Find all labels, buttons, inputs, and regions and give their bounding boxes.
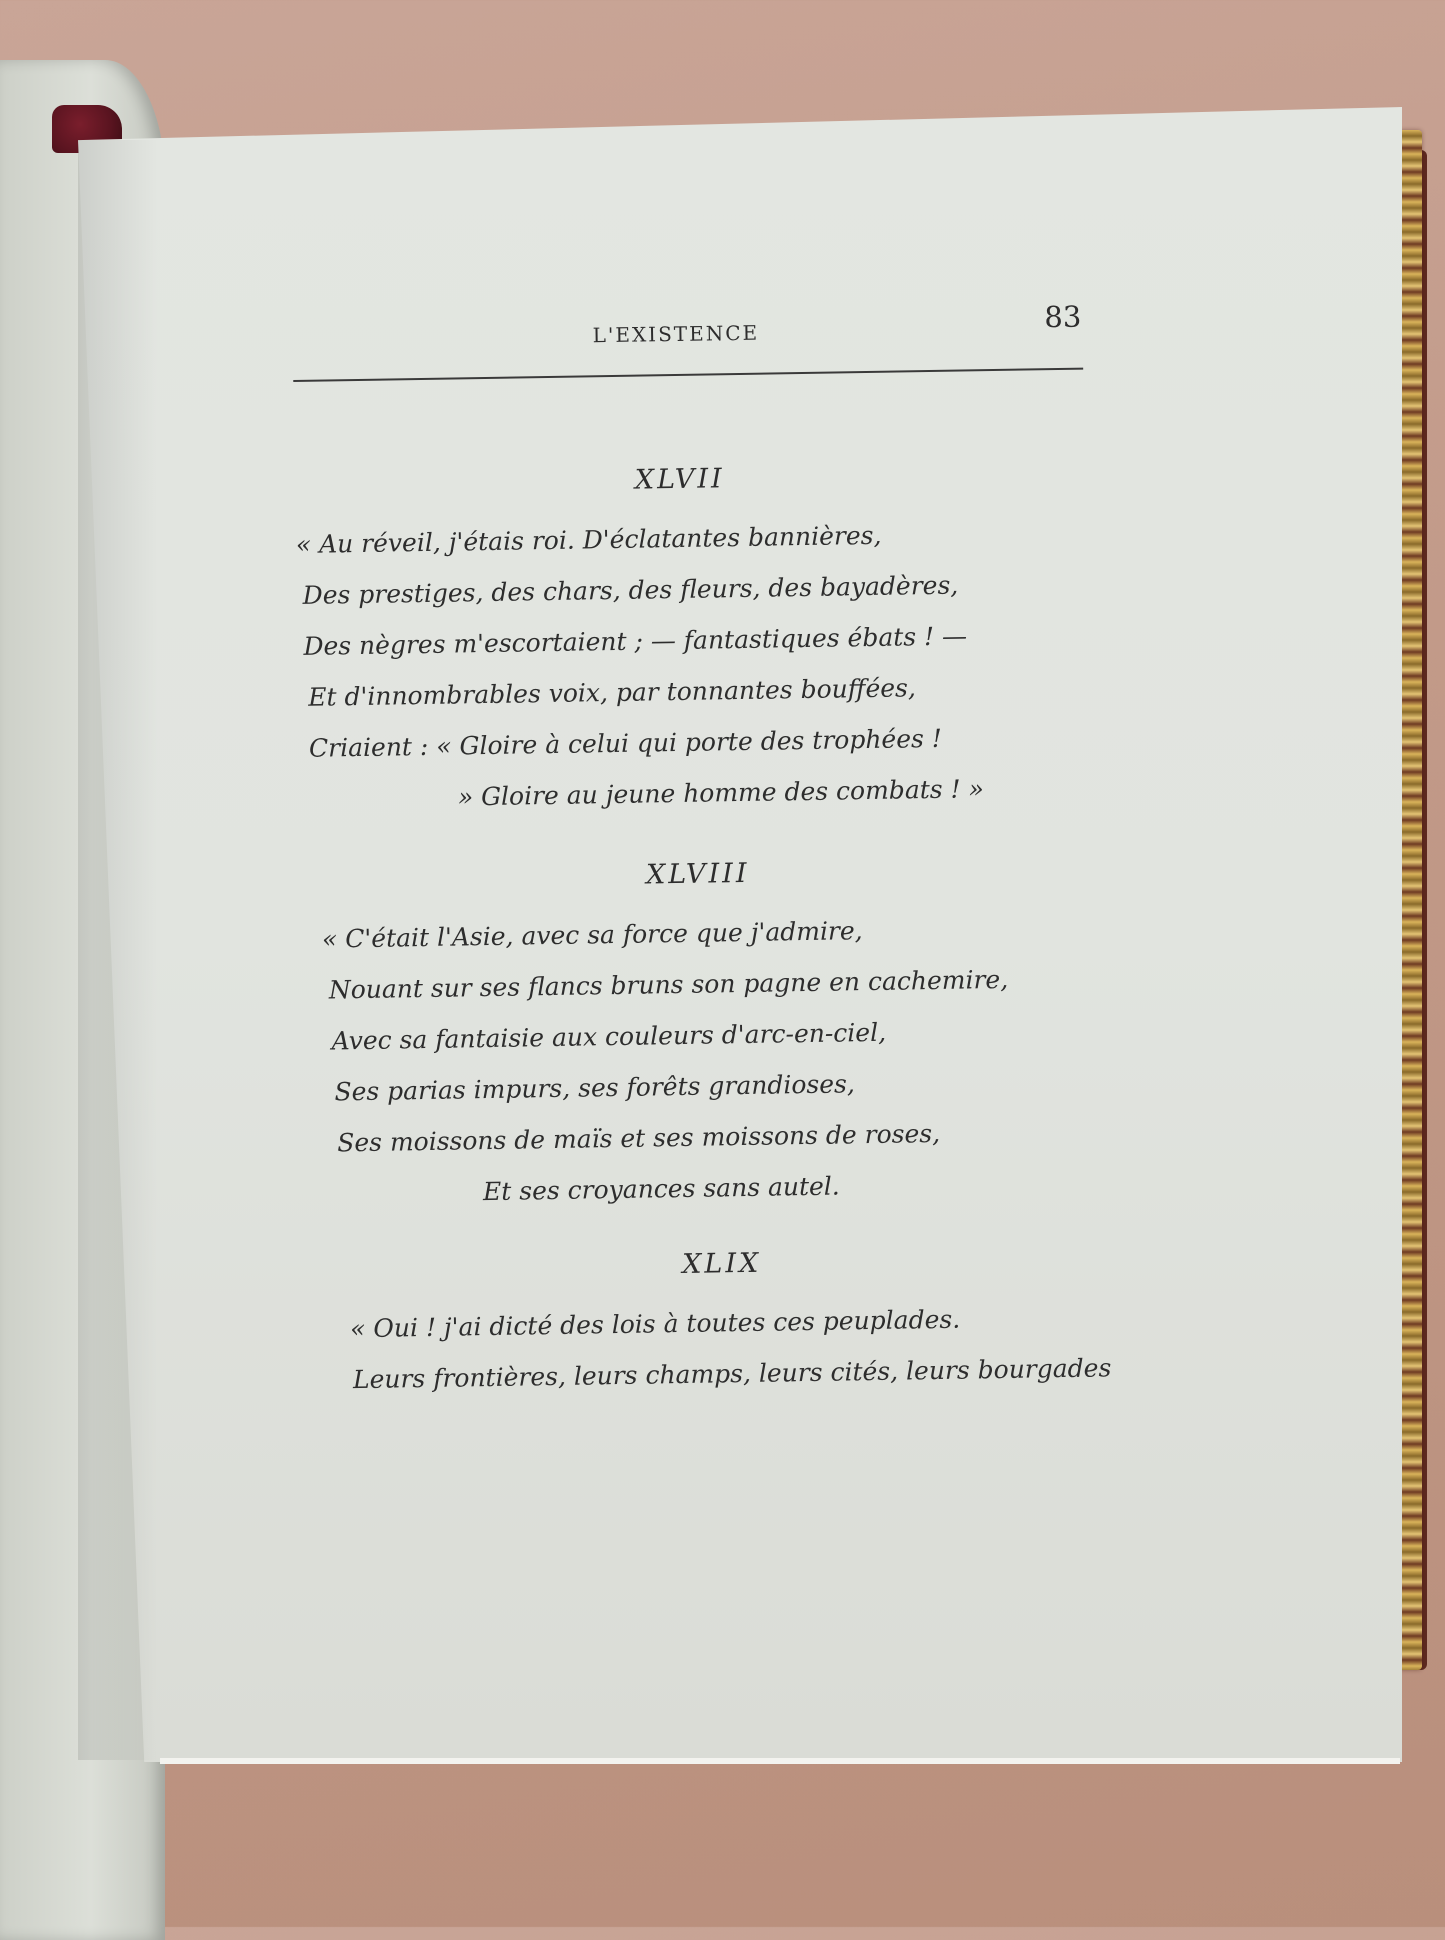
- verse-line: Ses moissons de maïs et ses moissons de roses,: [337, 1118, 941, 1158]
- stanza-number: XLVII: [634, 463, 725, 496]
- verse-line: » Gloire au jeune homme des combats ! »: [457, 774, 985, 812]
- verse-line: Et ses croyances sans autel.: [482, 1171, 840, 1207]
- page-bottom-edge: [160, 1758, 1400, 1764]
- verse-line: Des nègres m'escortaient ; — fantastiques ébats ! —: [303, 621, 968, 661]
- stanza-number: XLVIII: [645, 857, 750, 891]
- verse-line: Avec sa fantaisie aux couleurs d'arc-en-ciel,: [331, 1017, 887, 1056]
- verse-line: Et d'innombrables voix, par tonnantes bouffées,: [308, 673, 917, 712]
- verse-line: « C'était l'Asie, avec sa force que j'admire,: [321, 916, 863, 954]
- verse-line: Leurs frontières, leurs champs, leurs cités, leurs bourgades: [352, 1353, 1112, 1395]
- verse-line: Nouant sur ses flancs bruns son pagne en cachemire,: [328, 964, 1009, 1005]
- stanza-number: XLIX: [681, 1247, 762, 1280]
- verse-line: Des prestiges, des chars, des fleurs, des bayadères,: [302, 570, 959, 610]
- page-number: 83: [1044, 299, 1082, 335]
- verse-line: Criaient : « Gloire à celui qui porte des trophées !: [308, 723, 943, 763]
- running-head: L'EXISTENCE: [592, 320, 760, 348]
- verse-line: « Au réveil, j'étais roi. D'éclatantes bannières,: [295, 520, 882, 559]
- header-rule: [293, 368, 1083, 382]
- text-block: [292, 287, 1112, 1419]
- verse-line: Ses parias impurs, ses forêts grandioses,: [334, 1069, 856, 1107]
- verse-line: « Oui ! j'ai dicté des lois à toutes ces peuplades.: [349, 1304, 961, 1344]
